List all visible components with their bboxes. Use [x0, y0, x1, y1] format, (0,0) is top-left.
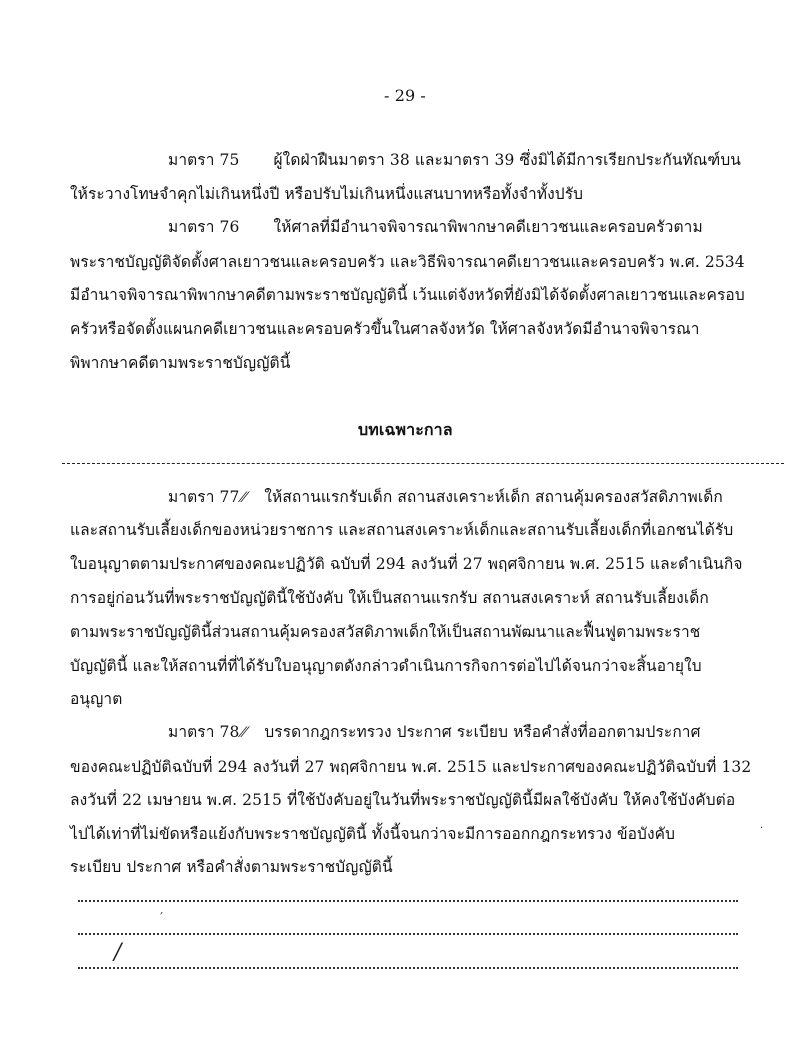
- handwritten-slash-mark: /: [114, 940, 122, 965]
- section-78-label: มาตรา 78: [168, 723, 240, 741]
- section-75-line-1: [168, 150, 741, 170]
- section-77-line-7: อนุญาต: [70, 690, 123, 708]
- section-77-label: มาตรา 77: [168, 488, 240, 506]
- section-76-line-3: มีอำนาจพิจารณาพิพากษาคดีตามพระราชบัญญัตินี้ เว้นแต่จังหวัดที่ยังมิได้จัดตั้งศาลเยาวชนและครอบ: [70, 286, 745, 304]
- section-78-line-2: ของคณะปฏิบัติฉบับที่ 294 ลงวันที่ 27 พฤศจิกายน พ.ศ. 2515 และประกาศของคณะปฏิวัติฉบับที่ 132: [70, 758, 752, 776]
- section-78-text: บรรดากฎกระทรวง ประกาศ ระเบียบ หรือคำสั่งที่ออกตามประกาศ: [264, 723, 701, 741]
- section-78-line-4: ไปได้เท่าที่ไม่ขัดหรือแย้งกับพระราชบัญญัตินี้ ทั้งนี้จนกว่าจะมีการออกกฎกระทรวง ข้อบังคับ: [70, 825, 676, 843]
- section-76-line-4: ครัวหรือจัดตั้งแผนกคดีเยาวชนและครอบครัวขึ้นในศาลจังหวัด ให้ศาลจังหวัดมีอำนาจพิจารณา: [70, 320, 700, 338]
- section-75-text: ผู้ใดฝ่าฝืนมาตรา 38 และมาตรา 39 ซึ่งมิได้มีการเรียกประกันทัณฑ์บน: [273, 151, 742, 169]
- section-77-line-4: การอยู่ก่อนวันที่พระราชบัญญัตินี้ใช้บังคับ ให้เป็นสถานแรกรับ สถานสงเคราะห์ สถานรับเลี้ยงเด็ก: [70, 589, 709, 607]
- section-75-label: มาตรา 75: [168, 151, 240, 169]
- section-76-line-5: พิพากษาคดีตามพระราชบัญญัตินี้: [70, 354, 291, 372]
- dotted-line-2: [78, 933, 738, 935]
- section-77-line-5: ตามพระราชบัญญัตินี้ส่วนสถานคุ้มครองสวัสดิภาพเด็กให้เป็นสถานพัฒนาและฟื้นฟูตามพระราช: [70, 623, 701, 641]
- section-76-label: มาตรา 76: [168, 218, 240, 236]
- section-77-line-2: และสถานรับเลี้ยงเด็กของหน่วยราชการ และสถานสงเคราะห์เด็กและสถานรับเลี้ยงเด็กที่เอกชนได้รับ: [70, 521, 734, 539]
- handwritten-check-mark: ⁄⁄: [241, 490, 247, 506]
- section-divider: [62, 463, 784, 464]
- section-77-line-6: บัญญัตินี้ และให้สถานที่ที่ได้รับใบอนุญาตดังกล่าวดำเนินการกิจการต่อไปได้จนกว่าจะสิ้นอายุใบ: [70, 657, 702, 675]
- section-76-line-2: พระราชบัญญัติจัดตั้งศาลเยาวชนและครอบครัว และวิธีพิจารณาคดีเยาวชนและครอบครัว พ.ศ. 2534: [70, 253, 745, 271]
- scan-speck: ,: [160, 905, 164, 916]
- scan-speck: ·: [760, 823, 764, 834]
- section-77-line-1: [168, 487, 723, 508]
- section-77-text: ให้สถานแรกรับเด็ก สถานสงเคราะห์เด็ก สถานคุ้มครองสวัสดิภาพเด็ก: [264, 488, 723, 506]
- section-78-line-3: ลงวันที่ 22 เมษายน พ.ศ. 2515 ที่ใช้บังคับอยู่ในวันที่พระราชบัญญัตินี้มีผลใช้บังคับ ให้คงใช้บังคับต่อ: [70, 791, 736, 809]
- dotted-line-1: [78, 900, 738, 902]
- section-76-text: ให้ศาลที่มีอำนาจพิจารณาพิพากษาคดีเยาวชนและครอบครัวตาม: [273, 218, 703, 236]
- section-78-line-1: [168, 722, 701, 743]
- section-75-line-2: ให้ระวางโทษจำคุกไม่เกินหนึ่งปี หรือปรับไม่เกินหนึ่งแสนบาทหรือทั้งจำทั้งปรับ: [70, 185, 584, 203]
- dotted-line-3: [78, 967, 738, 969]
- handwritten-check-mark: ⁄⁄: [241, 725, 247, 741]
- page-number: - 29 -: [384, 86, 426, 105]
- section-78-line-5: ระเบียบ ประกาศ หรือคำสั่งตามพระราชบัญญัตินี้: [70, 858, 393, 876]
- section-76-line-1: [168, 217, 703, 237]
- transitional-provisions-heading: บทเฉพาะกาล: [358, 420, 453, 439]
- section-77-line-3: ใบอนุญาตตามประกาศของคณะปฏิวัติ ฉบับที่ 294 ลงวันที่ 27 พฤศจิกายน พ.ศ. 2515 และดำเนินกิจ: [70, 555, 743, 573]
